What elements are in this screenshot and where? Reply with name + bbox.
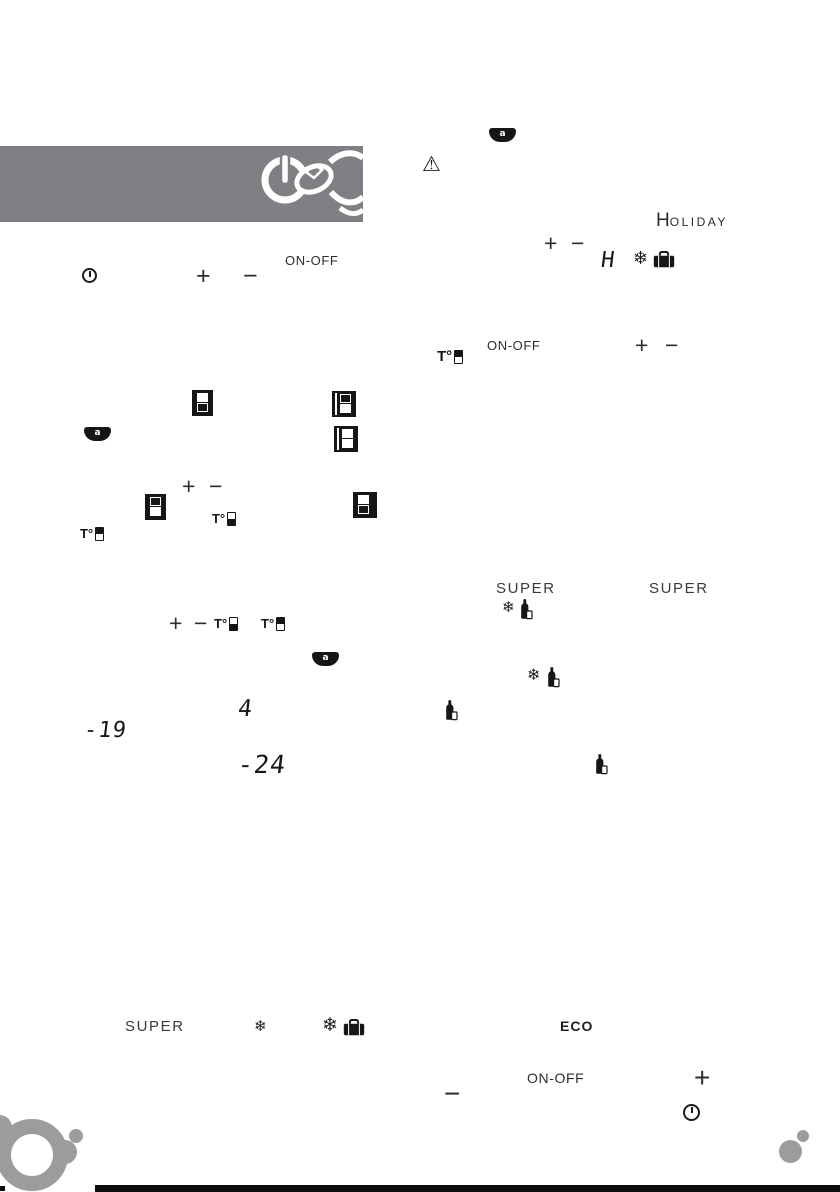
- fridge-icon-bottom-lit: [145, 494, 166, 520]
- plus-key-label: +: [544, 230, 558, 256]
- snowflake-icon: ❄: [322, 1015, 338, 1036]
- warning-icon: ⚠: [422, 153, 441, 176]
- a-button: a: [84, 427, 111, 441]
- fridge-temp-symbol: T°: [212, 511, 236, 526]
- fridge-temp-symbol: T°: [214, 616, 238, 631]
- a-button: a: [312, 652, 339, 666]
- minus-key-label: −: [665, 332, 679, 358]
- footer-bar: [95, 1185, 840, 1192]
- holiday-label: HOLIDAY: [656, 210, 728, 231]
- decor-circle: [53, 1140, 77, 1164]
- on-off-label: ON-OFF: [285, 253, 339, 268]
- snowflake-icon: ❄: [254, 1018, 267, 1035]
- on-off-label: ON-OFF: [527, 1070, 585, 1086]
- plus-key-label: +: [196, 262, 211, 290]
- on-off-label: ON-OFF: [487, 338, 541, 353]
- freezer-temp-symbol: T°: [437, 348, 463, 365]
- freezer-temp-display: -19: [82, 718, 129, 743]
- minus-key-label: −: [209, 473, 223, 499]
- freezer-cabinet-icon: [95, 527, 104, 541]
- a-button: a: [489, 128, 516, 142]
- header-banner: [0, 146, 363, 222]
- snowflake-icon: ❄: [527, 667, 541, 684]
- bottle-icon: [519, 598, 533, 620]
- bottle-icon: [444, 699, 458, 721]
- eco-label: ECO: [560, 1018, 594, 1034]
- plus-key-label: +: [169, 610, 183, 636]
- suitcase-icon: [653, 251, 675, 268]
- freezer-cabinet-icon: [276, 617, 285, 631]
- super-freeze-temp-display: -24: [236, 750, 288, 779]
- minus-key-label: −: [243, 262, 258, 290]
- snowflake-icon: ❄: [633, 248, 649, 268]
- super-label: SUPER: [496, 580, 556, 597]
- bottle-icon: [594, 753, 608, 775]
- bottle-icon: [546, 666, 560, 688]
- fridge-temp-display: 4: [236, 696, 255, 722]
- minus-key-label: −: [194, 610, 208, 636]
- minus-key-label: −: [571, 230, 585, 256]
- power-symbol-icon: [683, 1104, 700, 1121]
- decor-circle: [69, 1129, 83, 1143]
- super-label: SUPER: [125, 1018, 185, 1035]
- snowflake-icon: ❄: [502, 599, 515, 616]
- fridge-icon-top-lit: [192, 390, 213, 416]
- decor-circle: [779, 1140, 802, 1163]
- footer-corner-mark: [0, 1186, 5, 1191]
- plus-key-label: +: [635, 332, 649, 358]
- fridge-cabinet-icon: [227, 512, 236, 526]
- fridge-icon-both-lit: [334, 426, 358, 452]
- freezer-cabinet-icon: [454, 350, 463, 364]
- freezer-temp-symbol: T°: [80, 526, 104, 541]
- power-symbol-icon: [82, 268, 97, 283]
- holiday-display: H: [599, 248, 617, 273]
- super-label: SUPER: [649, 580, 709, 597]
- suitcase-icon: [343, 1019, 365, 1036]
- fridge-icon-top-lit: [353, 492, 377, 518]
- plus-key-label: +: [694, 1062, 711, 1093]
- decor-circle: [797, 1130, 809, 1142]
- fridge-icon-bottom-lit: [332, 391, 356, 417]
- freezer-temp-symbol: T°: [261, 616, 285, 631]
- plus-key-label: +: [182, 473, 196, 499]
- power-button-finger-icon: [0, 146, 363, 222]
- minus-key-label: −: [444, 1078, 461, 1109]
- fridge-cabinet-icon: [229, 617, 238, 631]
